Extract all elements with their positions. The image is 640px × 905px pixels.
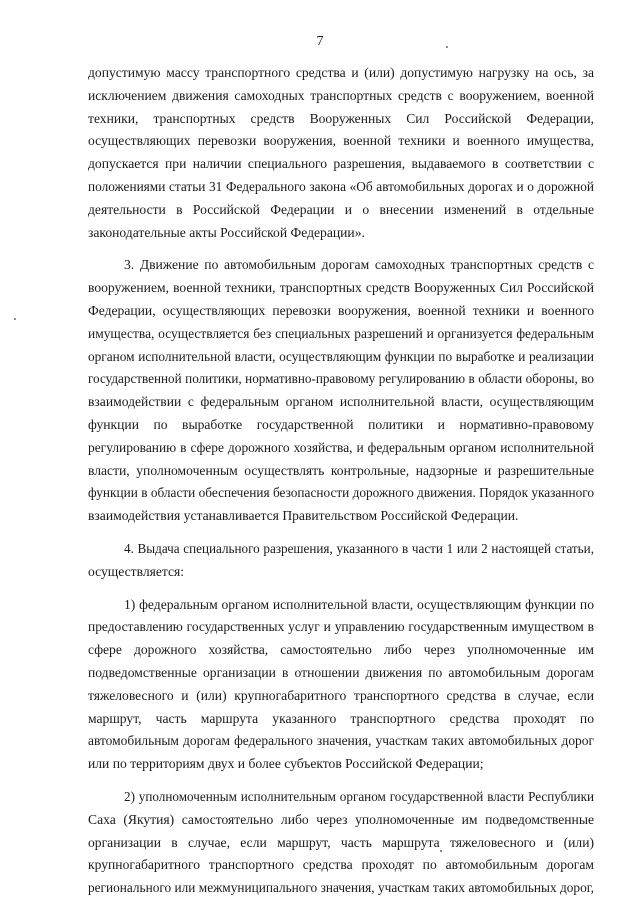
text-line: крупногабаритного транспортного средства проходят по автомобильным дорогам (88, 857, 594, 873)
page-number: 7 (316, 34, 324, 49)
text-line: органом исполнительной власти, осуществляющим функции по выработке и реализации (88, 348, 594, 364)
text-line: регулированию в сфере дорожного хозяйства, и федеральным органом исполнительной (88, 439, 594, 455)
text-line: или по территориям двух и более субъектов Российской Федерации; (88, 756, 484, 772)
scan-speck (446, 46, 448, 48)
text-line: организации в случае, если маршрут, часть маршрута тяжеловесного и (или) (88, 834, 594, 850)
text-line: допускается при наличии специального разрешения, выдаваемого в соответствии с (88, 156, 594, 172)
text-line: Саха (Якутия) самостоятельно либо через уполномоченные им подведомственные (88, 811, 594, 827)
text-line: власти, уполномоченным осуществлять контрольные, надзорные и разрешительные (88, 462, 594, 478)
scan-speck (14, 318, 16, 320)
text-line: подведомственные организации в отношении движения по автомобильным дорогам (88, 664, 594, 680)
text-line: автомобильным дорогам федерального значения, участкам таких автомобильных дорог (88, 733, 594, 749)
text-line: сфере дорожного хозяйства, самостоятельно либо через уполномоченные им (88, 642, 594, 658)
text-line: допустимую массу транспортного средства и (или) допустимую нагрузку на ось, за (88, 65, 594, 80)
text-line: имущества, осуществляется без специальных разрешений и организуется федеральным (88, 325, 594, 341)
text-line: взаимодействии с федеральным органом исполнительной власти, осуществляющим (88, 394, 594, 410)
text-line: осуществляется: (88, 563, 185, 579)
text-line: Федерации, осуществляющих перевозки вооружения, военной техники и военного (88, 302, 594, 318)
text-line: исключением движения самоходных транспортных средств с вооружением, военной (88, 87, 594, 103)
scan-speck (440, 850, 442, 852)
text-line: функции по выработке государственной политики и нормативно-правовому (88, 416, 594, 432)
text-line: вооружением, военной техники, транспортных средств Вооруженных Сил Российской (88, 280, 594, 296)
text-line: функции в области обеспечения безопасности дорожного движения. Порядок указанного (88, 485, 594, 501)
document-body (88, 62, 594, 900)
text-line: 1) федеральным органом исполнительной власти, осуществляющим функции по (124, 596, 594, 612)
text-line: 3. Движение по автомобильным дорогам самоходных транспортных средств с (124, 257, 594, 273)
text-line: предоставлению государственных услуг и управлению государственным имуществом в (88, 619, 594, 635)
text-line: 2) уполномоченным исполнительным органом государственной власти Республики (124, 788, 594, 804)
text-line: осуществляющих перевозки вооружения, военной техники и военного имущества, (88, 133, 594, 149)
text-line: регионального или межмуниципального значения, участкам таких автомобильных дорог, (88, 880, 594, 896)
text-line: техники, транспортных средств Вооруженных Сил Российской Федерации, (88, 110, 594, 126)
text-line: 4. Выдача специального разрешения, указанного в части 1 или 2 настоящей статьи, (124, 540, 594, 556)
text-line: взаимодействия устанавливается Правительством Российской Федерации. (88, 508, 519, 524)
text-line: маршрут, часть маршрута указанного транспортного средства проходят по (88, 710, 594, 726)
text-line: тяжеловесного и (или) крупногабаритного транспортного средства в случае, если (88, 687, 594, 703)
text-line: положениями статьи 31 Федерального закона «Об автомобильных дорогах и о дорожной (88, 178, 594, 194)
text-line: деятельности в Российской Федерации и о внесении изменений в отдельные (88, 201, 594, 217)
text-line: государственной политики, нормативно-правовому регулированию в области обороны, во (88, 371, 594, 387)
text-line: законодательные акты Российской Федерации». (88, 224, 365, 240)
